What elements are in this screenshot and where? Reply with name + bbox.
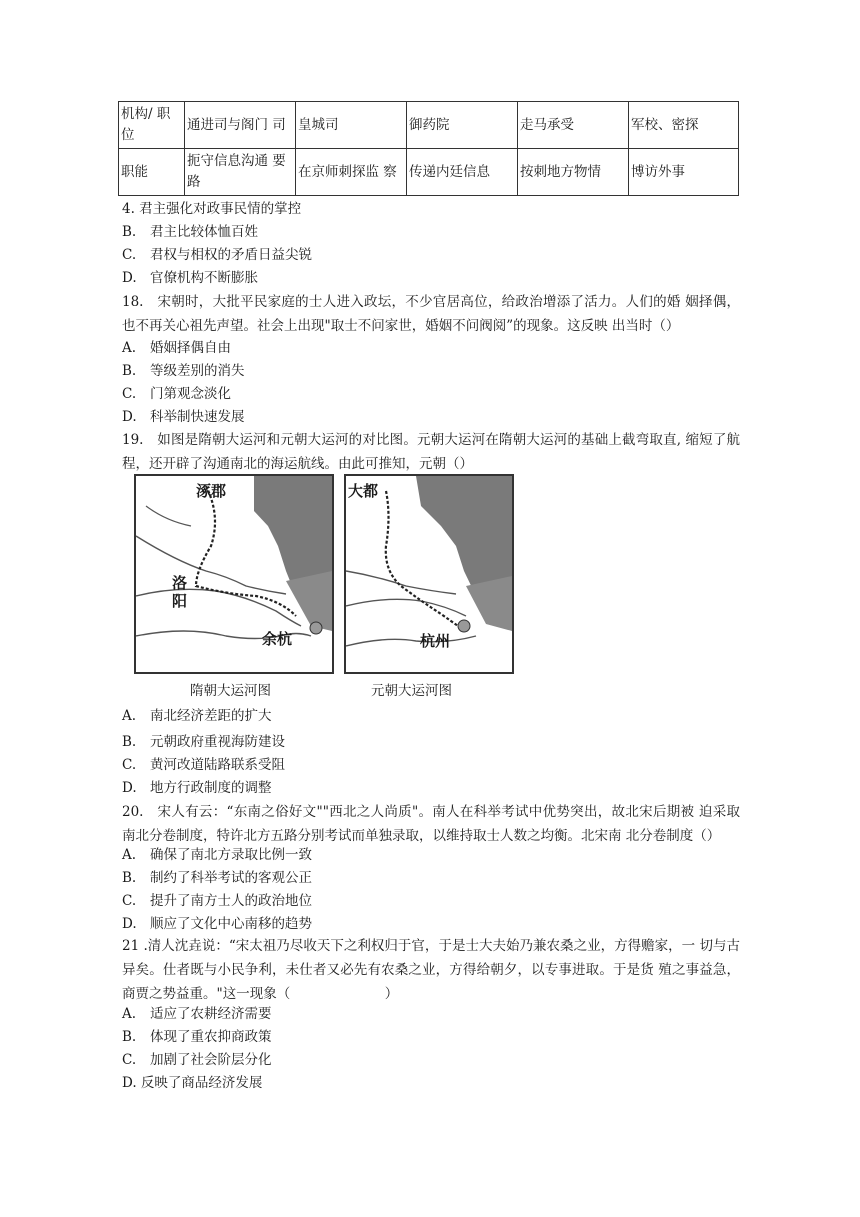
q17-option-b: B. 君主比较体恤百姓 <box>122 224 258 240</box>
sui-canal-map-drawing <box>136 476 332 672</box>
yuan-map-caption: 元朝大运河图 <box>371 683 452 699</box>
q21-stem: 21 .清人沈垚说：“宋太祖乃尽收天下之利权归于官，于是士大夫始乃兼农桑之业，方得赡家，一 切与古异矣。仕者既与小民争利，未仕者又必先有农桑之业，方得给朝夕，以专事进取。于是货 殖之事益急，商贾之势益重。"这一现象（ ） <box>122 938 740 1002</box>
q20-option-a: A. 确保了南北方录取比例一致 <box>122 847 312 863</box>
q20-option-b: B. 制约了科举考试的客观公正 <box>122 870 312 886</box>
sui-label-luo: 洛 <box>172 574 188 592</box>
q20-stem: 20. 宋人有云：“东南之俗好文""西北之人尚质"。南人在科举考试中优势突出，故北宋后期被 迫采取南北分卷制度，特许北方五路分别考试而单独录取，以维持取士人数之均衡。北宋南 北分卷制度（） <box>122 804 740 844</box>
q17-option-c: C. 君权与相权的矛盾日益尖锐 <box>122 247 312 263</box>
q21-option-b: B. 体现了重农抑商政策 <box>122 1029 272 1045</box>
table-cell: 走马承受 <box>518 102 629 149</box>
table-cell: 军校、密探 <box>629 102 739 149</box>
q17-option-d: D. 官僚机构不断膨胀 <box>122 270 258 286</box>
yuan-canal-map <box>344 474 514 674</box>
table-cell: 御药院 <box>407 102 518 149</box>
sui-canal-map <box>134 474 334 674</box>
table-row <box>119 149 739 196</box>
table-row <box>119 102 739 149</box>
q18-option-b: B. 等级差别的消失 <box>122 363 245 379</box>
q20-option-d: D. 顺应了文化中心南移的趋势 <box>122 916 312 932</box>
q19-option-a: A. 南北经济差距的扩大 <box>122 708 272 724</box>
table-cell: 扼守信息沟通 要路 <box>185 149 296 196</box>
table-cell: 职能 <box>119 149 185 196</box>
q17-option-a: 4. 君主强化对政事民情的掌控 <box>122 201 302 217</box>
yuan-canal-map-drawing <box>346 476 512 672</box>
yuan-label-dadu: 大都 <box>348 482 379 500</box>
q18-option-c: C. 门第观念淡化 <box>122 386 231 402</box>
table-cell: 皇城司 <box>296 102 407 149</box>
sui-label-zhuojun: 涿郡 <box>196 482 227 500</box>
q19-option-d: D. 地方行政制度的调整 <box>122 780 272 796</box>
table-cell: 在京师刺探监 察 <box>296 149 407 196</box>
sui-map-caption: 隋朝大运河图 <box>190 683 271 699</box>
table-cell: 博访外事 <box>629 149 739 196</box>
sui-label-yang: 阳 <box>172 592 188 610</box>
q18-option-d: D. 科举制快速发展 <box>122 409 245 425</box>
yuan-label-hangzhou: 杭州 <box>420 632 451 650</box>
q18-stem: 18. 宋朝时，大批平民家庭的士人进入政坛，不少官居高位，给政治增添了活力。人们的婚 姻择偶，也不再关心祖先声望。社会上出现"取士不问家世，婚姻不问阀阅”的现象。这反映 出当时（） <box>122 294 740 334</box>
q19-option-c: C. 黄河改道陆路联系受阻 <box>122 757 285 773</box>
table-cell: 传递内廷信息 <box>407 149 518 196</box>
institution-table <box>118 101 739 196</box>
q21-option-a: A. 适应了农耕经济需要 <box>122 1006 272 1022</box>
table-cell: 通进司与阁门 司 <box>185 102 296 149</box>
q21-option-c: C. 加剧了社会阶层分化 <box>122 1052 272 1068</box>
sui-label-yuhang: 余杭 <box>262 630 293 648</box>
q19-stem: 19. 如图是隋朝大运河和元朝大运河的对比图。元朝大运河在隋朝大运河的基础上截弯取直, 缩短了航程，还开辟了沟通南北的海运航线。由此可推知，元朝（） <box>122 432 740 472</box>
table-cell: 按刺地方物情 <box>518 149 629 196</box>
q20-option-c: C. 提升了南方士人的政治地位 <box>122 893 312 909</box>
q19-option-b: B. 元朝政府重视海防建设 <box>122 734 285 750</box>
q18-option-a: A. 婚姻择偶自由 <box>122 340 231 356</box>
canal-maps <box>134 474 514 674</box>
q21-option-d: D. 反映了商品经济发展 <box>122 1075 263 1091</box>
table-cell: 机构/ 职位 <box>119 102 185 149</box>
